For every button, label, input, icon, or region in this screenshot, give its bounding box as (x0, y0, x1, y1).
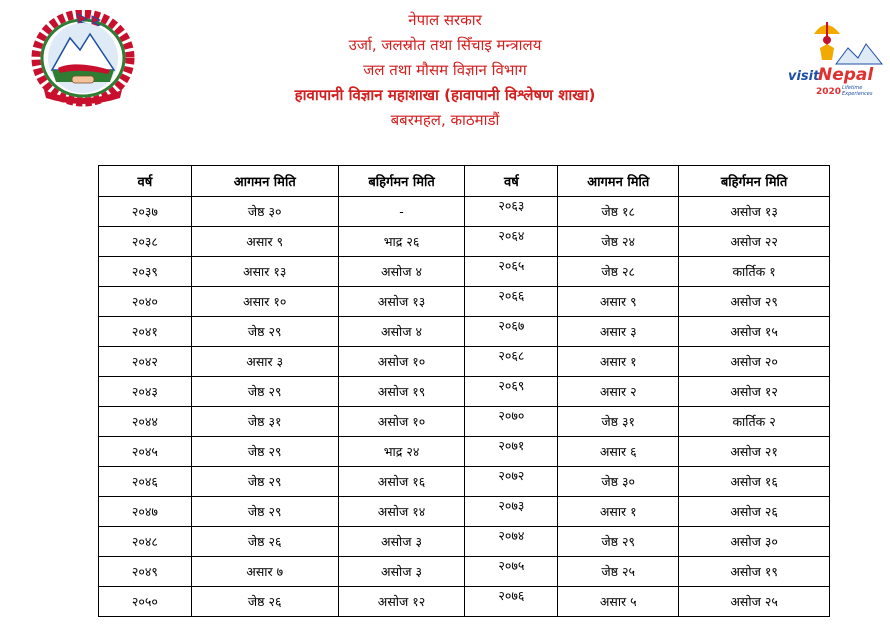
cell-year: २०३७ (99, 197, 192, 227)
cell-departure-date-2: असोज २१ (679, 437, 830, 467)
cell-arrival-date-2: असार १ (558, 347, 679, 377)
cell-year-2: २०७१ (465, 437, 558, 467)
cell-arrival-date-2: असार ९ (558, 287, 679, 317)
cell-arrival-date: जेष्ठ २९ (191, 497, 338, 527)
cell-departure-date: असोज १३ (338, 287, 465, 317)
tagline-experiences: Experiences (842, 91, 873, 97)
cell-year: २०४७ (99, 497, 192, 527)
cell-departure-date: असोज १० (338, 347, 465, 377)
cell-departure-date-2: असोज २९ (679, 287, 830, 317)
cell-year-2: २०६३ (465, 197, 558, 227)
header-arrival-date: आगमन मिति (191, 166, 338, 197)
cell-departure-date: असोज ४ (338, 317, 465, 347)
cell-arrival-date-2: असार ३ (558, 317, 679, 347)
header-ministry: उर्जा, जलस्रोत तथा सिँचाइ मन्त्रालय (348, 36, 542, 54)
cell-year-2: २०७५ (465, 557, 558, 587)
table-row (99, 557, 830, 587)
cell-departure-date: - (338, 197, 465, 227)
table-row (99, 227, 830, 257)
cell-arrival-date-2: असार ५ (558, 587, 679, 617)
cell-arrival-date: जेष्ठ २९ (191, 437, 338, 467)
cell-year-2: २०७२ (465, 467, 558, 497)
cell-arrival-date-2: असार ६ (558, 437, 679, 467)
cell-year: २०४३ (99, 377, 192, 407)
document-header (0, 8, 890, 133)
cell-departure-date: असोज १० (338, 407, 465, 437)
cell-year: २०४४ (99, 407, 192, 437)
cell-arrival-date-2: जेष्ठ २५ (558, 557, 679, 587)
cell-departure-date: असोज १२ (338, 587, 465, 617)
cell-arrival-date-2: जेष्ठ ३१ (558, 407, 679, 437)
cell-year-2: २०६६ (465, 287, 558, 317)
header-government: नेपाल सरकार (408, 11, 482, 29)
cell-arrival-date: असार ९ (191, 227, 338, 257)
cell-year: २०४१ (99, 317, 192, 347)
table-row (99, 377, 830, 407)
table-row (99, 407, 830, 437)
header-address: बबरमहल, काठमाडौं (390, 111, 500, 129)
cell-year-2: २०७३ (465, 497, 558, 527)
cell-arrival-date: जेष्ठ २६ (191, 587, 338, 617)
cell-arrival-date-2: जेष्ठ १८ (558, 197, 679, 227)
nepal-word: Nepal (818, 65, 874, 85)
cell-year: २०४२ (99, 347, 192, 377)
cell-departure-date-2: कार्तिक २ (679, 407, 830, 437)
cell-year-2: २०६४ (465, 227, 558, 257)
table-row (99, 467, 830, 497)
cell-arrival-date: असार १० (191, 287, 338, 317)
cell-departure-date: असोज १४ (338, 497, 465, 527)
cell-departure-date: असोज ३ (338, 557, 465, 587)
table-row (99, 287, 830, 317)
cell-arrival-date-2: जेष्ठ २९ (558, 527, 679, 557)
cell-year: २०३९ (99, 257, 192, 287)
cell-arrival-date-2: जेष्ठ २४ (558, 227, 679, 257)
header-departure-date-2: बहिर्गमन मिति (679, 166, 830, 197)
cell-departure-date: भाद्र २६ (338, 227, 465, 257)
header-year: वर्ष (99, 166, 192, 197)
cell-year-2: २०७६ (465, 587, 558, 617)
cell-departure-date-2: असोज १५ (679, 317, 830, 347)
cell-arrival-date: असार ३ (191, 347, 338, 377)
cell-arrival-date: असार ७ (191, 557, 338, 587)
cell-departure-date: असोज १६ (338, 467, 465, 497)
cell-departure-date: असोज ३ (338, 527, 465, 557)
cell-year: २०४९ (99, 557, 192, 587)
cell-year-2: २०६९ (465, 377, 558, 407)
table-body (99, 197, 830, 617)
cell-arrival-date: जेष्ठ २९ (191, 377, 338, 407)
cell-departure-date-2: असोज २२ (679, 227, 830, 257)
cell-arrival-date: जेष्ठ २६ (191, 527, 338, 557)
cell-departure-date: भाद्र २४ (338, 437, 465, 467)
cell-year: २०५० (99, 587, 192, 617)
cell-year-2: २०६८ (465, 347, 558, 377)
table-row (99, 197, 830, 227)
table-row (99, 587, 830, 617)
cell-year: २०४५ (99, 437, 192, 467)
cell-year-2: २०६५ (465, 257, 558, 287)
table-header-row (99, 166, 830, 197)
cell-arrival-date-2: जेष्ठ २८ (558, 257, 679, 287)
table-row (99, 257, 830, 287)
cell-arrival-date: जेष्ठ ३० (191, 197, 338, 227)
header-departure-date: बहिर्गमन मिति (338, 166, 465, 197)
cell-departure-date-2: असोज १३ (679, 197, 830, 227)
cell-departure-date-2: असोज २० (679, 347, 830, 377)
cell-arrival-date: जेष्ठ २९ (191, 317, 338, 347)
cell-arrival-date-2: असार १ (558, 497, 679, 527)
cell-year: २०४० (99, 287, 192, 317)
cell-arrival-date-2: असार २ (558, 377, 679, 407)
header-division: हावापानी विज्ञान महाशाखा (हावापानी विश्लेषण शाखा) (294, 86, 596, 104)
cell-departure-date-2: असोज ३० (679, 527, 830, 557)
visit-word: visit (788, 69, 820, 84)
table-row (99, 497, 830, 527)
table-row (99, 527, 830, 557)
header-arrival-date-2: आगमन मिति (558, 166, 679, 197)
tagline-lifetime: Lifetime (842, 85, 863, 91)
cell-year-2: २०६७ (465, 317, 558, 347)
monsoon-dates-table (98, 165, 830, 617)
table-row (99, 347, 830, 377)
cell-departure-date-2: कार्तिक १ (679, 257, 830, 287)
cell-arrival-date-2: जेष्ठ ३० (558, 467, 679, 497)
cell-departure-date: असोज ४ (338, 257, 465, 287)
header-department: जल तथा मौसम विज्ञान विभाग (363, 61, 527, 79)
table-row (99, 437, 830, 467)
cell-departure-date-2: असोज १९ (679, 557, 830, 587)
year-2020: 2020 (816, 87, 842, 97)
cell-arrival-date: जेष्ठ २९ (191, 467, 338, 497)
cell-year-2: २०७० (465, 407, 558, 437)
cell-departure-date-2: असोज १२ (679, 377, 830, 407)
cell-departure-date: असोज १९ (338, 377, 465, 407)
cell-year: २०४८ (99, 527, 192, 557)
table-row (99, 317, 830, 347)
cell-arrival-date: जेष्ठ ३१ (191, 407, 338, 437)
cell-departure-date-2: असोज २६ (679, 497, 830, 527)
cell-year: २०४६ (99, 467, 192, 497)
cell-arrival-date: असार १३ (191, 257, 338, 287)
header-year-2: वर्ष (465, 166, 558, 197)
cell-year-2: २०७४ (465, 527, 558, 557)
cell-departure-date-2: असोज २५ (679, 587, 830, 617)
cell-departure-date-2: असोज १६ (679, 467, 830, 497)
cell-year: २०३८ (99, 227, 192, 257)
